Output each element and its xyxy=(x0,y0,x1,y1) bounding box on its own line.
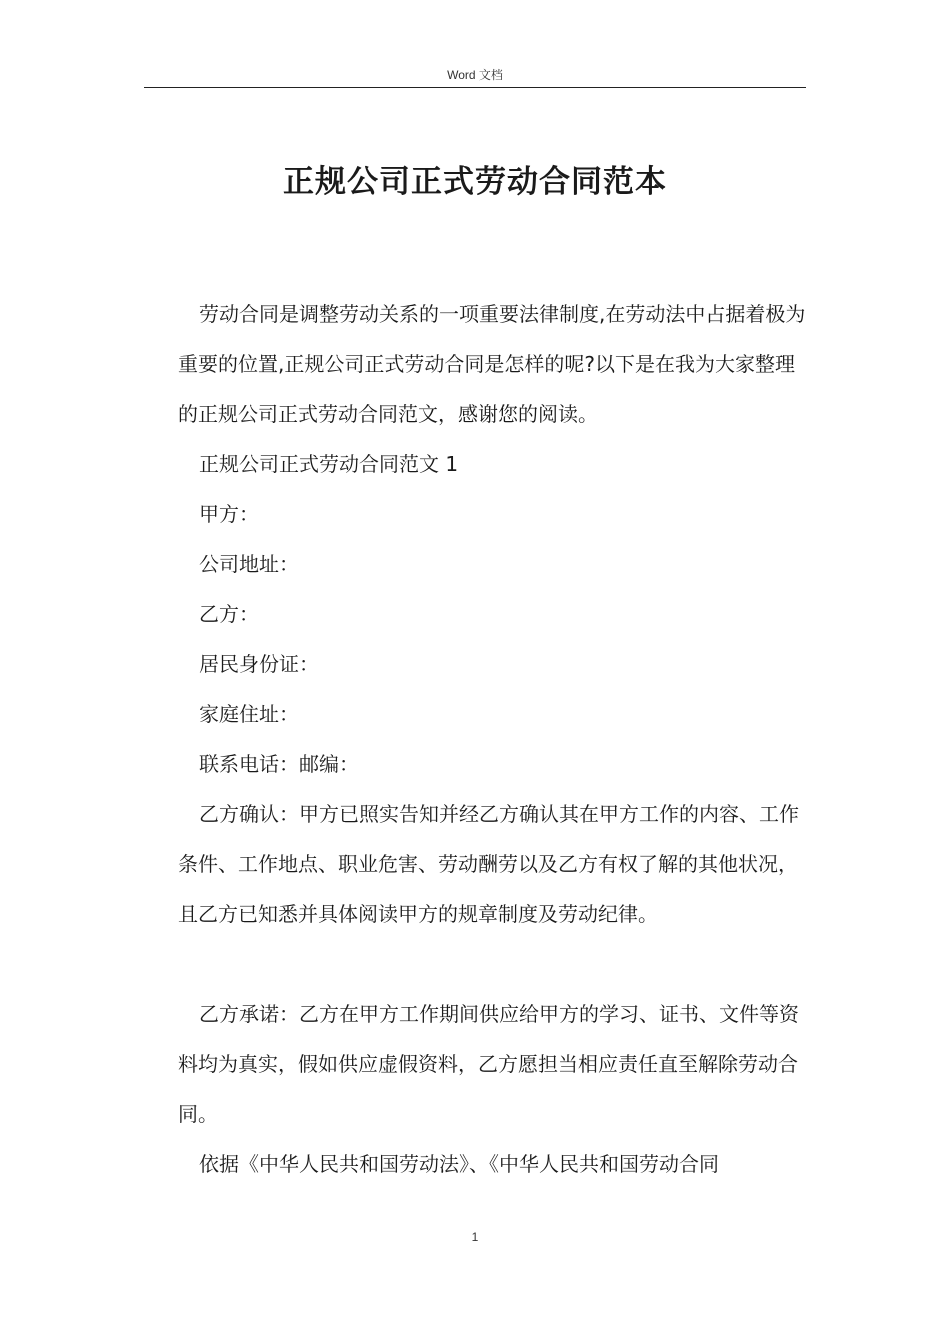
page-number: 1 xyxy=(471,1230,479,1244)
document-body xyxy=(178,289,810,1189)
paragraph-company-address: 公司地址： xyxy=(199,552,299,576)
paragraph-contact: 联系电话：邮编： xyxy=(199,752,359,776)
paragraph-confirmation: 乙方确认：甲方已照实告知并经乙方确认其在甲方工作的内容、工作条件、工作地点、职业危害、劳动酬劳以及乙方有权了解的其他状况，且乙方已知悉并具体阅读甲方的规章制度及劳动纪律。 xyxy=(178,802,799,926)
paragraph-intro: 劳动合同是调整劳动关系的一项重要法律制度,在劳动法中占据着极为重要的位置,正规公司正式劳动合同是怎样的呢?以下是在我为大家整理的正规公司正式劳动合同范文，感谢您的阅读。 xyxy=(178,302,806,426)
paragraph-party-b: 乙方： xyxy=(199,602,259,626)
paragraph-commitment: 乙方承诺：乙方在甲方工作期间供应给甲方的学习、证书、文件等资料均为真实，假如供应虚假资料，乙方愿担当相应责任直至解除劳动合同。 xyxy=(178,1002,799,1126)
paragraph-section-heading: 正规公司正式劳动合同范文 1 xyxy=(199,452,459,476)
paragraph-home-address: 家庭住址： xyxy=(199,702,299,726)
page-header: Word 文档 xyxy=(447,68,503,82)
header-divider xyxy=(144,87,806,88)
paragraph-party-a: 甲方： xyxy=(199,502,259,526)
document-title: 正规公司正式劳动合同范本 xyxy=(283,164,667,200)
paragraph-legal-basis: 依据《中华人民共和国劳动法》、《中华人民共和国劳动合同 xyxy=(199,1152,719,1176)
paragraph-id-card: 居民身份证： xyxy=(199,652,319,676)
